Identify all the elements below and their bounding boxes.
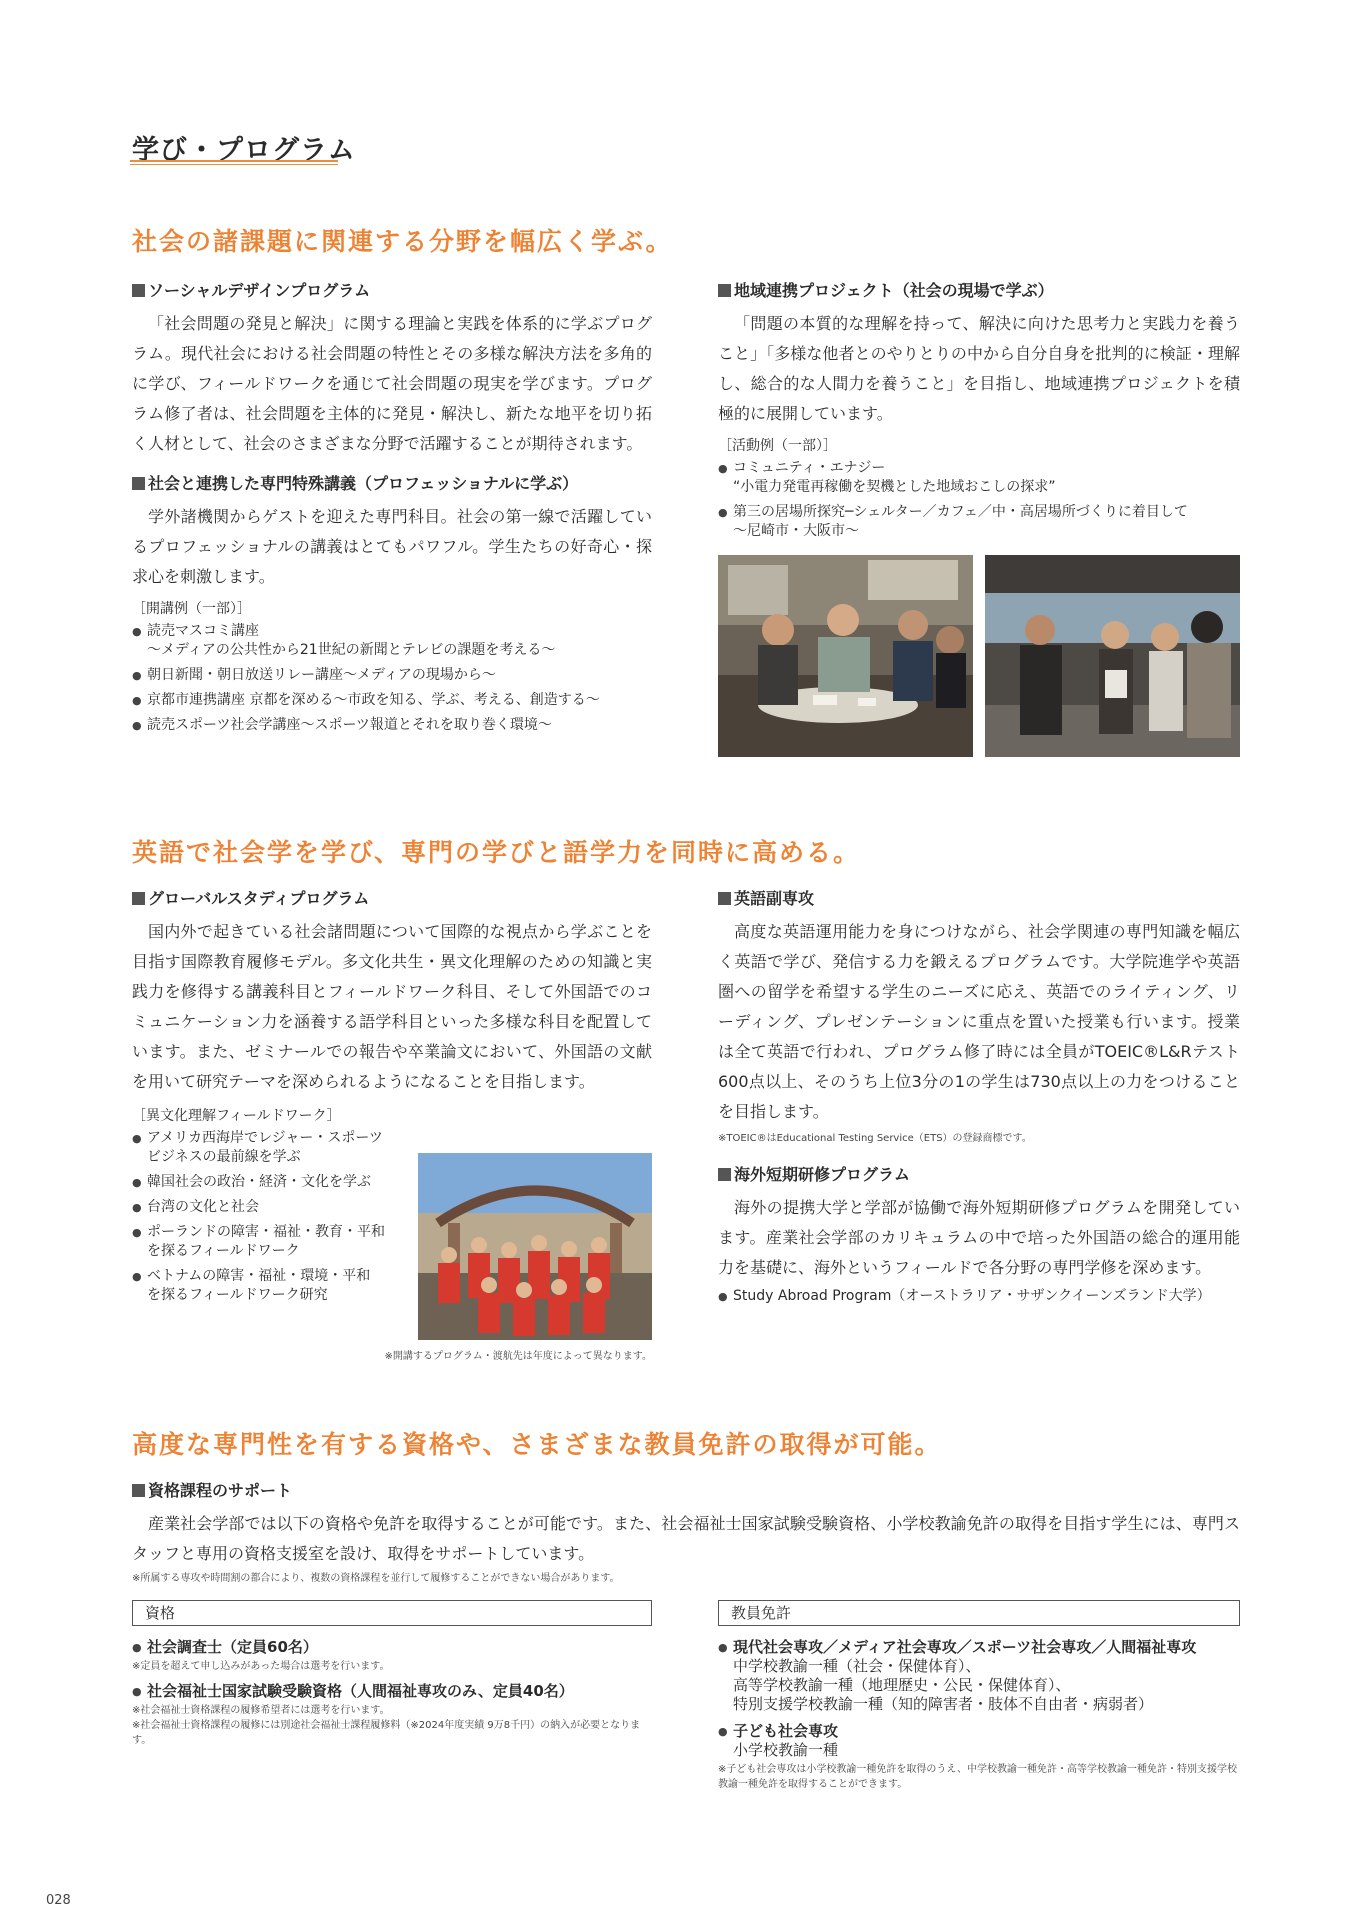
qualification-list-1	[132, 1638, 652, 1657]
list-item: ● Study Abroad Program（オーストラリア・サザンクイーンズランド大学）	[718, 1287, 1240, 1306]
list-item: ● 現代社会専攻／メディア社会専攻／スポーツ社会専攻／人間福祉専攻 中学校教諭一種（社会・保健体育）、 高等学校教諭一種（地理歴史・公民・保健体育）、 特別支援学校教諭一種（知的障害者・肢体不自由者・病弱者）	[718, 1638, 1240, 1714]
list-item: ● コミュニティ・エナジー “小電力発電再稼働を契機とした地域おこしの探求”	[718, 459, 1240, 497]
list-item: ● 台湾の文化と社会	[132, 1198, 402, 1217]
license-note: ※子ども社会専攻は小学校教諭一種免許を取得のうえ、中学校教諭一種免許・高等学校教諭一種免許・特別支援学校教諭一種免許を取得することができます。	[718, 1764, 1237, 1790]
toeic-note: ※TOEIC®はEducational Testing Service（ETS）の登録商標です。	[718, 1133, 1032, 1144]
sub-global: グローバルスタディプログラム	[132, 886, 652, 909]
heading-english: 英語で社会学を学び、専門の学びと語学力を同時に高める。	[132, 838, 861, 867]
para-english-minor: 高度な英語運用能力を身につけながら、社会学関連の専門知識を幅広く英語で学び、発信する力を鍛えるプログラムです。大学院進学や英語圏への留学を希望する学生のニーズに応え、英語でのライティング、リーディング、プレゼンテーションに重点を置いた授業も行います。授業は全て英語で行われ、プログラム修了時には全員がTOEIC®L&Rテスト600点以上、そのうち上位3分の1の学生は730点以上の力をつけることを目指します。	[718, 922, 1240, 1121]
support-note: ※所属する専攻や時間割の都合により、複数の資格課程を並行して履修することができない場合があります。	[132, 1573, 620, 1584]
list-item: ● ベトナムの障害・福祉・環境・平和 を探るフィールドワーク研究	[132, 1267, 402, 1305]
regional-examples-label: ［活動例（一部）］	[718, 438, 837, 454]
qualification-list-2	[132, 1682, 652, 1701]
section-title: 学び・プログラム	[132, 135, 356, 166]
heading-qualifications: 高度な専門性を有する資格や、さまざまな教員免許の取得が可能。	[132, 1430, 942, 1459]
photo-meeting	[718, 555, 973, 757]
list-item: ● 読売スポーツ社会学講座～スポーツ報道とそれを取り巻く環境～	[132, 716, 652, 735]
fieldwork-list	[132, 1129, 402, 1305]
col-social-design	[132, 278, 652, 741]
list-item: ● 朝日新聞・朝日放送リレー講座～メディアの現場から～	[132, 666, 652, 685]
list-item: ● アメリカ西海岸でレジャー・スポーツ ビジネスの最前線を学ぶ	[132, 1129, 402, 1167]
photo-group-abroad	[418, 1153, 652, 1340]
list-item: ● 子ども社会専攻 小学校教諭一種	[718, 1722, 1240, 1760]
para-overseas: 海外の提携大学と学部が協働で海外短期研修プログラムを開発しています。産業社会学部のカリキュラムの中で培った外国語の総合的運用能力を基礎に、海外というフィールドで各分野の専門学修を深めます。	[718, 1198, 1240, 1277]
license-list-2	[718, 1722, 1240, 1760]
qualification-label: 資格	[132, 1600, 652, 1626]
sub-support: 資格課程のサポート	[132, 1478, 1240, 1501]
fieldwork-note: ※開講するプログラム・渡航先は年度によって異なります。	[384, 1351, 652, 1362]
page-number: 028	[46, 1893, 71, 1908]
license-list-1	[718, 1638, 1240, 1714]
para-regional: 「問題の本質的な理解を持って、解決に向けた思考力と実践力を養うこと」「多様な他者とのやりとりの中から自分自身を批判的に検証・理解し、総合的な人間力を養うこと」を目指し、地域連携プロジェクトを積極的に展開しています。	[718, 314, 1240, 423]
sub-regional: 地域連携プロジェクト（社会の現場で学ぶ）	[718, 278, 1240, 301]
qualification-note-2b: ※社会福祉士資格課程の履修には別途社会福祉士課程履修料（※2024年度実績 9万8千円）の納入が必要となります。	[132, 1720, 641, 1746]
sub-english-minor: 英語副専攻	[718, 886, 1240, 909]
list-item: ● 社会調査士（定員60名）	[132, 1638, 652, 1657]
lecture-examples-label: ［開講例（一部）］	[132, 601, 251, 617]
qualification-note-1: ※定員を超えて申し込みがあった場合は選考を行います。	[132, 1661, 390, 1672]
sub-overseas: 海外短期研修プログラム	[718, 1162, 1240, 1185]
qualification-note-2a: ※社会福祉士資格課程の履修希望者には選考を行います。	[132, 1705, 390, 1716]
col-license	[718, 1638, 1240, 1792]
sub-special-lecture: 社会と連携した専門特殊講義（プロフェッショナルに学ぶ）	[132, 471, 652, 494]
col-english-minor	[718, 886, 1240, 1312]
col-support	[132, 1478, 1240, 1586]
regional-examples-list	[718, 459, 1240, 541]
para-social-design: 「社会問題の発見と解決」に関する理論と実践を体系的に学ぶプログラム。現代社会における社会問題の特性とその多様な解決方法を多角的に学び、フィールドワークを通じて社会問題の現実を学びます。プログラム修了者は、社会問題を主体的に発見・解決し、新たな地平を切り拓く人材として、社会のさまざまな分野で活躍することが期待されます。	[132, 314, 652, 453]
col-regional	[718, 278, 1240, 547]
col-qualification	[132, 1638, 652, 1748]
list-item: ● ポーランドの障害・福祉・教育・平和 を探るフィールドワーク	[132, 1223, 402, 1261]
para-global: 国内外で起きている社会諸問題について国際的な視点から学ぶことを目指す国際教育履修モデル。多文化共生・異文化理解のための知識と実践力を修得する講義科目とフィールドワーク科目、そして外国語でのコミュニケーション力を涵養する語学科目といった多様な科目を配置しています。また、ゼミナールでの報告や卒業論文において、外国語の文献を用いて研究テーマを深められるようになることを目指します。	[132, 922, 652, 1091]
list-item: ● 第三の居場所探究─シェルター／カフェ／中・高居場所づくりに着目して ～尼崎市・大阪市～	[718, 503, 1240, 541]
overseas-list	[718, 1287, 1240, 1306]
sub-social-design: ソーシャルデザインプログラム	[132, 278, 652, 301]
photo-harbor	[985, 555, 1240, 757]
lecture-examples-list	[132, 622, 652, 735]
list-item: ● 読売マスコミ講座 ～メディアの公共性から21世紀の新聞とテレビの課題を考える～	[132, 622, 652, 660]
heading-social-issues: 社会の諸課題に関連する分野を幅広く学ぶ。	[132, 227, 673, 256]
fieldwork-label: ［異文化理解フィールドワーク］	[132, 1108, 341, 1124]
list-item: ● 社会福祉士国家試験受験資格（人間福祉専攻のみ、定員40名）	[132, 1682, 652, 1701]
list-item: ● 韓国社会の政治・経済・文化を学ぶ	[132, 1173, 402, 1192]
section-underline	[130, 160, 338, 165]
para-special-lecture: 学外諸機関からゲストを迎えた専門科目。社会の第一線で活躍しているプロフェッショナルの講義はとてもパワフル。学生たちの好奇心・探求心を刺激します。	[132, 507, 652, 586]
license-label: 教員免許	[718, 1600, 1240, 1626]
list-item: ● 京都市連携講座 京都を深める～市政を知る、学ぶ、考える、創造する～	[132, 691, 652, 710]
para-support: 産業社会学部では以下の資格や免許を取得することが可能です。また、社会福祉士国家試験受験資格、小学校教諭免許の取得を目指す学生には、専門スタッフと専用の資格支援室を設け、取得をサポートしています。	[132, 1514, 1240, 1563]
